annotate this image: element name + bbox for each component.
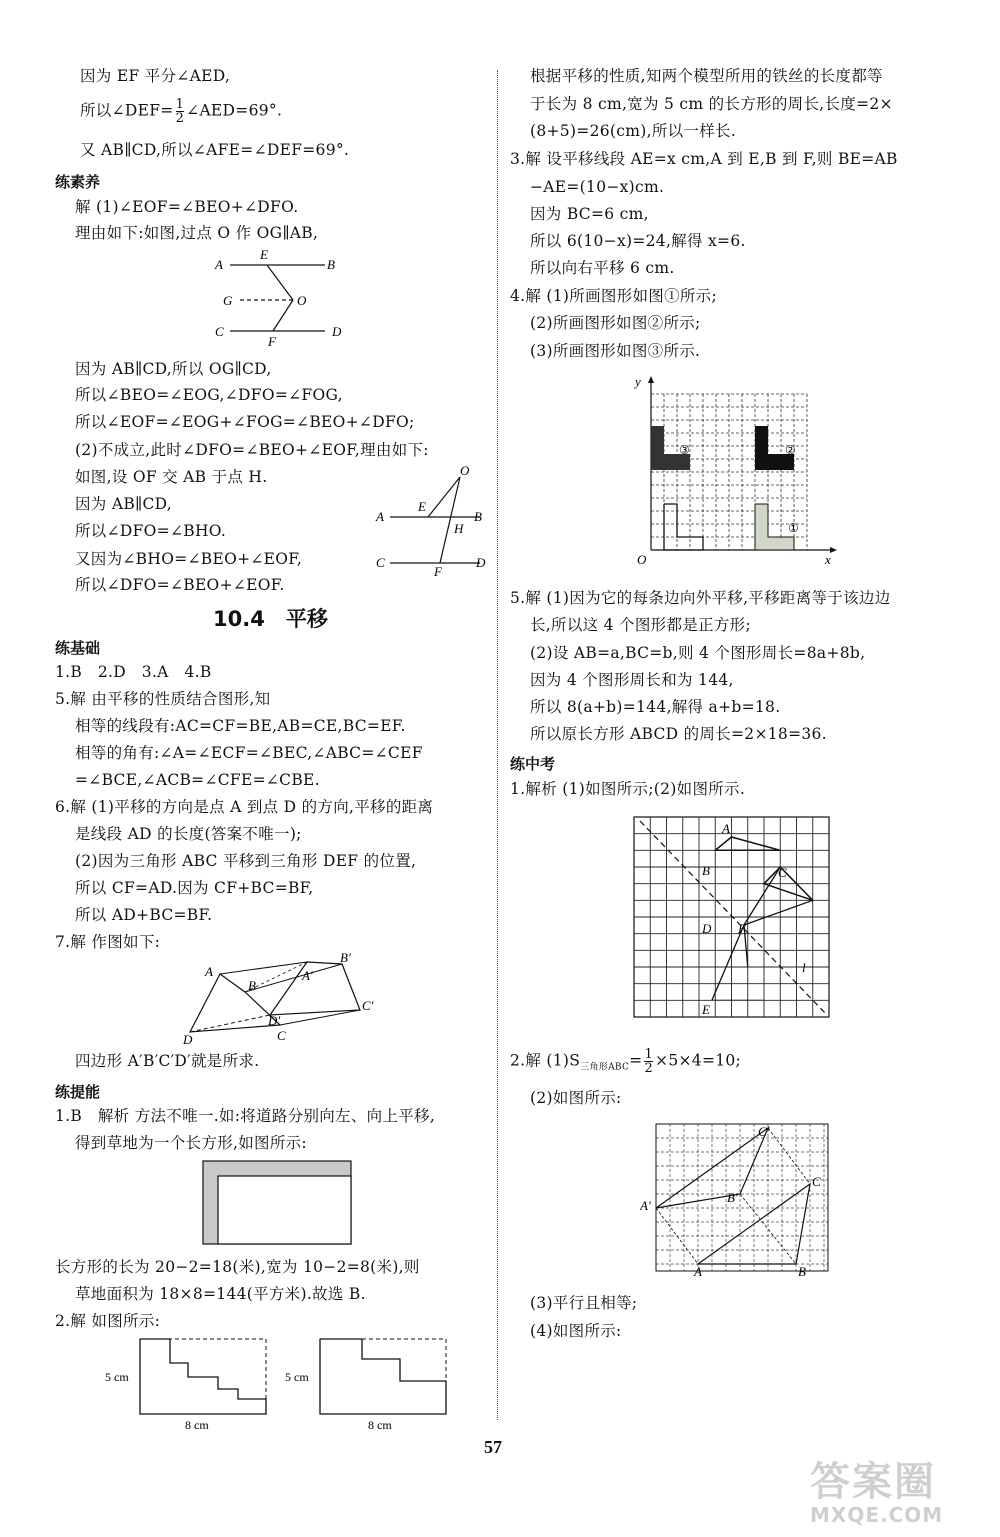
text-line: 1.B 2.D 3.A 4.B <box>55 663 212 681</box>
fig-label: A′ <box>640 1198 651 1213</box>
parallel-lines-figure-2 <box>370 463 495 578</box>
fig-label: E <box>260 247 268 262</box>
fig-label: A <box>722 821 730 836</box>
text-line: 所以∠DFO=∠BEO+∠EOF. <box>75 576 285 594</box>
fig-label: C <box>215 324 224 339</box>
fig-label: D <box>702 921 712 936</box>
text-line: =∠BCE,∠ACB=∠CFE=∠CBE. <box>75 771 320 789</box>
figure-marker: ① <box>788 521 799 535</box>
fig-label: A <box>205 964 213 979</box>
text-line: 四边形 A′B′C′D′就是所求. <box>75 1052 260 1070</box>
text-line: 又因为∠BHO=∠BEO+∠EOF, <box>75 550 303 568</box>
text-line: 因为 EF 平分∠AED, <box>80 67 231 85</box>
column-divider <box>497 70 498 1420</box>
text-line: 解 (1)∠EOF=∠BEO+∠DFO. <box>75 198 299 216</box>
text-line: (3)所画图形如图③所示. <box>530 342 701 360</box>
text-line: 所以∠BEO=∠EOG,∠DFO=∠FOG, <box>75 386 343 404</box>
text-line: 因为 BC=6 cm, <box>530 205 649 223</box>
text-line: 因为 AB∥CD, <box>75 495 173 513</box>
fig-label: A <box>694 1264 702 1278</box>
fig-label: B <box>327 257 335 272</box>
text-line: 所以∠DFO=∠BHO. <box>75 522 227 540</box>
fig-label: F <box>268 334 276 349</box>
text-line: (2)如图所示: <box>530 1089 622 1107</box>
fig-label: C <box>277 1028 286 1043</box>
fig-label: H <box>454 521 464 536</box>
translation-quadrilateral-figure <box>180 952 380 1047</box>
fig-label: O <box>297 293 307 308</box>
figure-marker: ② <box>785 443 796 457</box>
text-line: 草地面积为 18×8=144(平方米).故选 B. <box>75 1285 366 1303</box>
axis-label: x <box>825 552 831 567</box>
coordinate-grid-figure <box>625 374 840 569</box>
text-line: 如图,设 OF 交 AB 于点 H. <box>75 468 268 486</box>
fig-label: D′ <box>268 1013 281 1028</box>
text-line: 6.解 (1)平移的方向是点 A 到点 D 的方向,平移的距离 <box>55 798 434 816</box>
text-line: 又 AB∥CD,所以∠AFE=∠DEF=69°. <box>80 141 350 159</box>
text-line: 根据平移的性质,知两个模型所用的铁丝的长度都等 <box>530 67 883 85</box>
text-line: 1.解析 (1)如图所示;(2)如图所示. <box>510 780 746 798</box>
fig-label: G <box>223 293 233 308</box>
dimension-label: 8 cm <box>185 1418 209 1432</box>
fig-label: C′ <box>758 1124 770 1139</box>
section-heading: 练基础 <box>55 639 101 657</box>
text-line: 2.解 如图所示: <box>55 1312 161 1330</box>
text-line: 2.解 $(1)S_{三角形ABC}=$ $\frac{1}{2}$ ×5×4=10; <box>510 1047 742 1076</box>
fig-label: C′ <box>362 998 374 1013</box>
fraction: $\frac{1}{2}$ <box>644 1047 654 1076</box>
fig-label: B <box>798 1264 806 1278</box>
fraction: $\frac{1}{2}$ <box>175 97 185 126</box>
fig-label: D <box>183 1032 193 1047</box>
text-line: 所以∠EOF=∠EOG+∠FOG=∠BEO+∠DFO; <box>75 413 415 431</box>
axis-label: y <box>635 374 641 389</box>
text-line: 长,所以这 4 个图形都是正方形; <box>530 616 751 634</box>
fig-label: O <box>460 463 470 478</box>
section-heading: 练素养 <box>55 173 101 191</box>
dashed-grid-triangle-figure <box>640 1118 835 1278</box>
text-line: 理由如下:如图,过点 O 作 OG∥AB, <box>75 224 319 242</box>
text-line: 所以 6(10−x)=24,解得 x=6. <box>530 232 746 250</box>
section-title: 10.4 平移 <box>213 607 328 631</box>
dimension-label: 5 cm <box>105 1370 129 1384</box>
grid-translation-figure <box>632 815 832 1025</box>
text-line: 因为 AB∥CD,所以 OG∥CD, <box>75 360 272 378</box>
watermark-logo: 答案圈 MXQE.COM <box>810 1459 944 1527</box>
text-line: 3.解 设平移线段 AE=x cm,A 到 E,B 到 F,则 BE=AB <box>510 150 898 168</box>
text-line: 4.解 (1)所画图形如图①所示; <box>510 287 717 305</box>
text-line: 所以 8(a+b)=144,解得 a+b=18. <box>530 698 781 716</box>
text-line: (2)不成立,此时∠DFO=∠BEO+∠EOF,理由如下: <box>75 441 429 459</box>
text-line: (2)所画图形如图②所示; <box>530 314 701 332</box>
fig-label: F <box>738 921 746 936</box>
text-line: 长方形的长为 20−2=18(米),宽为 10−2=8(米),则 <box>55 1258 420 1276</box>
text-line: 于长为 8 cm,宽为 5 cm 的长方形的周长,长度=2× <box>530 95 893 113</box>
text-line: 相等的线段有:AC=CF=BE,AB=CE,BC=EF. <box>75 717 406 735</box>
fig-label: B′ <box>340 952 351 965</box>
section-heading: 练中考 <box>510 755 556 773</box>
fig-label: C <box>778 865 787 880</box>
fig-label: C <box>812 1174 821 1189</box>
fig-label: E <box>702 1002 710 1017</box>
fig-label: E <box>418 499 426 514</box>
fig-label: B′ <box>727 1190 738 1205</box>
text-line: 7.解 作图如下: <box>55 933 161 951</box>
fig-label: F <box>434 564 442 578</box>
text-line: (4)如图所示: <box>530 1322 622 1340</box>
page-number: 57 <box>484 1437 502 1457</box>
text-line: 相等的角有:∠A=∠ECF=∠BEC,∠ABC=∠CEF <box>75 744 423 762</box>
fig-label: B <box>248 978 256 993</box>
figure-marker: ③ <box>679 443 690 457</box>
text-line: (8+5)=26(cm),所以一样长. <box>530 122 737 140</box>
fig-label: A′ <box>302 968 313 983</box>
text-line: 1.B 解析 方法不唯一.如:将道路分别向左、向上平移, <box>55 1107 436 1125</box>
fig-label: A <box>215 257 223 272</box>
fig-label: C <box>376 555 385 570</box>
fig-label: A <box>376 509 384 524</box>
text-line: 因为 4 个图形周长和为 144, <box>530 671 734 689</box>
text-line: 所以原长方形 ABCD 的周长=2×18=36. <box>530 725 827 743</box>
text-line: (2)因为三角形 ABC 平移到三角形 DEF 的位置, <box>75 852 417 870</box>
fig-label: B <box>702 863 710 878</box>
text-line: 所以∠DEF= $\frac{1}{2}$ ∠AED=69°. <box>80 97 283 126</box>
axis-label: O <box>637 552 647 567</box>
fig-label: l <box>802 960 806 975</box>
section-heading: 练提能 <box>55 1083 101 1101</box>
text-line: −AE=(10−x)cm. <box>530 178 665 196</box>
dimension-label: 8 cm <box>368 1418 392 1432</box>
fig-label: D <box>332 324 342 339</box>
text-line: (3)平行且相等; <box>530 1294 638 1312</box>
text-line: 得到草地为一个长方形,如图所示: <box>75 1134 307 1152</box>
parallel-lines-figure-1 <box>205 245 355 350</box>
dimension-label: 5 cm <box>285 1370 309 1384</box>
fig-label: D <box>476 555 486 570</box>
text-line: 所以 CF=AD.因为 CF+BC=BF, <box>75 879 314 897</box>
text-line: 5.解 由平移的性质结合图形,知 <box>55 690 271 708</box>
text-line: 5.解 (1)因为它的每条边向外平移,平移距离等于该边边 <box>510 589 891 607</box>
text-line: 是线段 AD 的长度(答案不唯一); <box>75 825 302 843</box>
text-line: 所以 AD+BC=BF. <box>75 906 213 924</box>
text-line: 所以向右平移 6 cm. <box>530 259 675 277</box>
lawn-rectangle-figure <box>200 1158 355 1248</box>
fig-label: B <box>474 509 482 524</box>
stair-shapes-figure <box>100 1333 490 1438</box>
text-line: (2)设 AB=a,BC=b,则 4 个图形周长=8a+8b, <box>530 644 866 662</box>
